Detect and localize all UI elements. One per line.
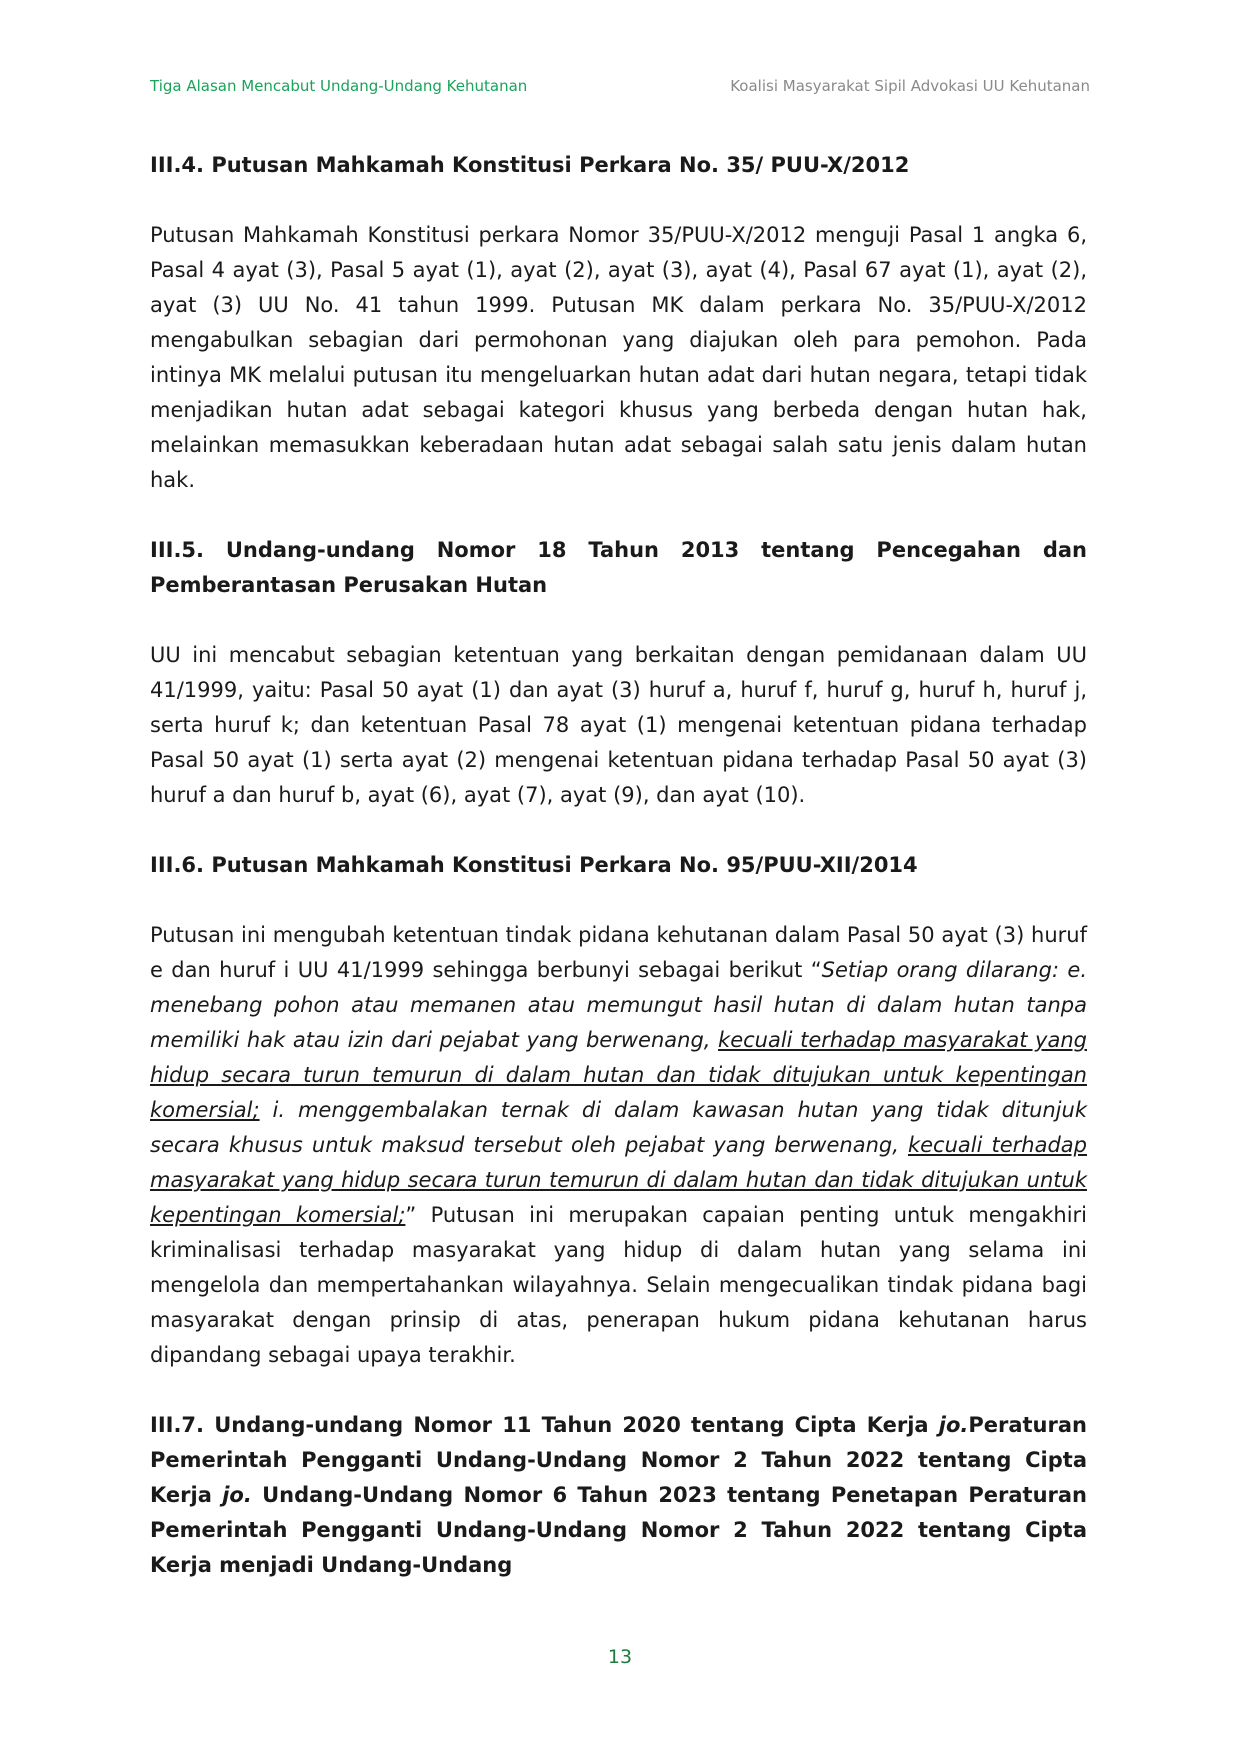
section-heading-iii-5: III.5. Undang-undang Nomor 18 Tahun 2013 tentang Pencegahan dan Pemberantasan Perusakan Hutan [150, 538, 1087, 597]
heading-text: III.7. Undang-undang Nomor 11 Tahun 2020 tentang Cipta Kerja [150, 1413, 939, 1437]
running-header-author: Koalisi Masyarakat Sipil Advokasi UU Kehutanan [730, 77, 1090, 95]
heading-text: Undang-Undang Nomor 6 Tahun 2023 tentang Penetapan Peraturan Pemerintah Pengganti Undang-Undang Nomor 2 Tahun 2022 tentang Cipta Kerja menjadi Undang-Undang [150, 1483, 1087, 1577]
body-text: ” Putusan ini merupakan capaian penting untuk mengakhiri kriminalisasi terhadap masyarakat yang hidup di dalam hutan yang selama ini mengelola dan mempertahankan wilayahnya. Selain mengecualikan tindak pidana bagi masyarakat dengan prinsip di atas, penerapan hukum pidana kehutanan harus dipandang sebagai upaya terakhir. [150, 1203, 1087, 1367]
jo-abbreviation: jo. [222, 1483, 252, 1507]
section-heading-iii-7 [150, 1408, 1087, 1583]
exception-clause-i: kecuali terhadap masyarakat yang hidup secara turun temurun di dalam hutan dan tidak ditujukan untuk kepentingan komersial; [150, 1133, 1087, 1227]
section-heading-iii-4: III.4. Putusan Mahkamah Konstitusi Perkara No. 35/ PUU-X/2012 [150, 153, 910, 177]
running-header-title: Tiga Alasan Mencabut Undang-Undang Kehutanan [150, 77, 528, 95]
page-number: 13 [607, 1646, 633, 1668]
section-heading-iii-6: III.6. Putusan Mahkamah Konstitusi Perkara No. 95/PUU-XII/2014 [150, 853, 918, 877]
exception-clause-e: kecuali terhadap masyarakat yang hidup secara turun temurun di dalam hutan dan tidak ditujukan untuk kepentingan komersial; [150, 1028, 1087, 1122]
page-content [150, 148, 1087, 1583]
section-body-iii-6 [150, 918, 1087, 1373]
section-body-iii-4: Putusan Mahkamah Konstitusi perkara Nomor 35/PUU-X/2012 menguji Pasal 1 angka 6, Pasal 4 ayat (3), Pasal 5 ayat (1), ayat (2), ayat (3), ayat (4), Pasal 67 ayat (1), ayat (2), ayat (3) UU No. 41 tahun 1999. Putusan MK dalam perkara No. 35/PUU-X/2012 mengabulkan sebagian dari permohonan yang diajukan oleh para pemohon. Pada intinya MK melalui putusan itu mengeluarkan hutan adat dari hutan negara, tetapi tidak menjadikan hutan adat sebagai kategori khusus yang berbeda dengan hutan hak, melainkan memasukkan keberadaan hutan adat sebagai salah satu jenis dalam hutan hak. [150, 223, 1087, 492]
jo-abbreviation: jo. [938, 1413, 969, 1437]
body-text: Putusan ini mengubah ketentuan tindak pidana kehutanan dalam Pasal 50 ayat (3) huruf e dan huruf i UU 41/1999 sehingga berbunyi sebagai berikut “ [150, 923, 1087, 982]
quoted-provision-e: Setiap orang dilarang: e. menebang pohon atau memanen atau memungut hasil hutan di dalam hutan tanpa memiliki hak atau izin dari pejabat yang berwenang, [150, 958, 1087, 1052]
section-body-iii-5: UU ini mencabut sebagian ketentuan yang berkaitan dengan pemidanaan dalam UU 41/1999, yaitu: Pasal 50 ayat (1) dan ayat (3) huruf a, huruf f, huruf g, huruf h, huruf j, serta huruf k; dan ketentuan Pasal 78 ayat (1) mengenai ketentuan pidana terhadap Pasal 50 ayat (1) serta ayat (2) mengenai ketentuan pidana terhadap Pasal 50 ayat (3) huruf a dan huruf b, ayat (6), ayat (7), ayat (9), dan ayat (10). [150, 643, 1087, 807]
heading-text: Peraturan Pemerintah Pengganti Undang-Undang Nomor 2 Tahun 2022 tentang Cipta Kerja [150, 1413, 1087, 1507]
quoted-provision-i: i. menggembalakan ternak di dalam kawasan hutan yang tidak ditunjuk secara khusus untuk maksud tersebut oleh pejabat yang berwenang, [150, 1098, 1087, 1157]
